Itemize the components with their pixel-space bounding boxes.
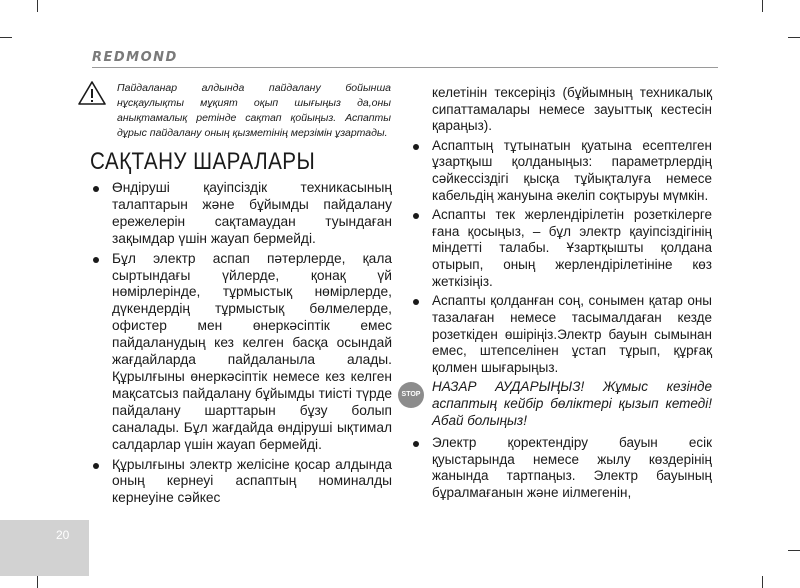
header-divider xyxy=(92,67,718,68)
list-item: Электр қоректендіру бауын есік қуыстарында немесе жылу көздерінің жанында тартпаңыз. Электр бауының бұралмағанын және иілмегенін, xyxy=(410,435,712,501)
list-item: Аспапты қолданған соң, сонымен қатар оны тазалаған немесе тасымалдаған кезде розеткіден өшіріңіз.Электр бауын сымынан емес, штепселінен ұстап тұрып, құрғақ қолмен шығарыңыз. xyxy=(410,293,712,376)
list-item: Бұл электр аспап пәтерлерде, қала сыртындағы үйлерде, қонақ үй нөмірлерінде, тұрмыстық нөмірлерде, дүкендердің тұрмыстық бөлмелерде, офистер мен өнеркәсіптік емес пайдаланудың кез келген басқа осындай жағдайларда пайдаланыла алады. Құрылғыны өнеркәсіптік немесе кез келген мақсатсыз пайдалану бұйымды тиісті түрде пайдалану шарттарын бұзу болып саналады. Бұл жағдайда өндіруші ықтимал салдарлар үшін жауап бермейді. xyxy=(90,251,392,454)
warning-triangle-icon xyxy=(78,80,106,106)
page-number: 20 xyxy=(56,528,70,542)
stop-text: НАЗАР АУДАРЫҢЫЗ! Жұмыс кезінде аспаптың кейбір бөліктері қызып кетеді! Абай болыңыз! xyxy=(432,379,712,428)
left-column xyxy=(90,180,392,510)
page-number-tab xyxy=(0,520,89,576)
crop-mark xyxy=(37,576,38,588)
crop-mark xyxy=(788,550,800,551)
crop-mark xyxy=(37,0,38,12)
stop-notice xyxy=(401,379,712,429)
list-item: Өндіруші қауіпсіздік техникасының талаптарын және бұйымды пайдалану ережелерін сақтамаудан туындаған зақымдар үшін жауап бермейді. xyxy=(90,180,392,248)
continuation-text: келетінін тексеріңіз (бұйымның техникалық сипаттамалары немесе зауыттық кестесін қараңыз). xyxy=(432,85,712,134)
right-column xyxy=(401,85,712,505)
list-item: Аспапты тек жерлендірілетін розеткілерге ғана қосыңыз, – бұл электр қауіпсіздігінің міндетті талабы. Ұзартқышты қолдана отырып, оның жерлендірілетініне көз жеткізіңіз. xyxy=(410,207,712,290)
list-item: Құрылғыны электр желісіне қосар алдында оның кернеуі аспаптың номиналды кернеуіне сәйкес xyxy=(90,457,392,508)
crop-mark xyxy=(762,576,763,588)
crop-mark xyxy=(762,0,763,12)
brand-logo: REDMOND xyxy=(92,50,178,65)
crop-mark xyxy=(788,37,800,38)
list-item: Аспаптың тұтынатын қуатына есептелген ұзартқыш қолданыңыз: параметрлердің сәйкессіздігі қысқа тұйықталуға немесе кабельдің жануына әкеліп соқтыруы мүмкін. xyxy=(410,138,712,204)
section-title: САҚТАНУ ШАРАЛАРЫ xyxy=(90,148,316,175)
warning-text: Пайдаланар алдында пайдалану бойынша нұсқаулықты мұқият оқып шығыңыз да,оны анықтамалық ретінде сақтап қойыңыз. Аспапты дұрыс пайдалану оның қызметінің мерзімін ұзартады. xyxy=(117,82,391,139)
crop-mark xyxy=(0,37,12,38)
stop-icon: STOP xyxy=(398,382,424,408)
